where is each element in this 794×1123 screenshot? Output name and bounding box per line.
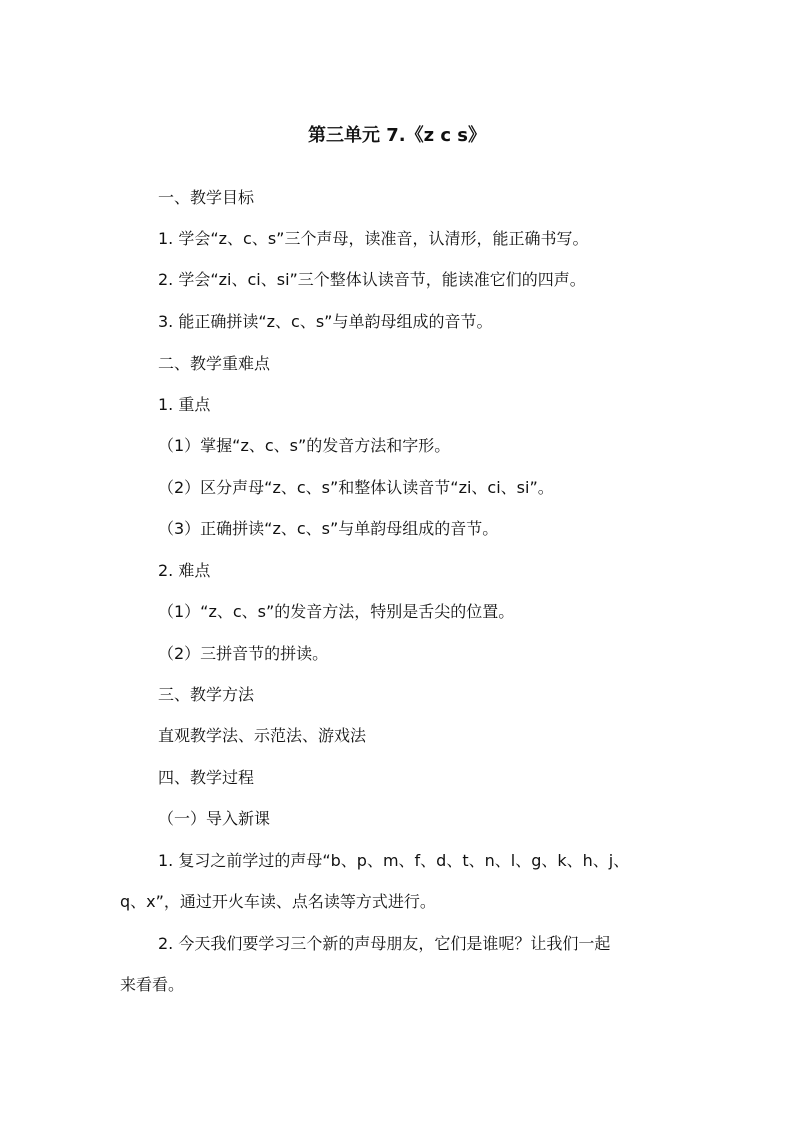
- process-paragraph-2-line-1: 2. 今天我们要学习三个新的声母朋友，它们是谁呢？让我们一起: [158, 934, 611, 953]
- process-subheading-intro: （一）导入新课: [158, 809, 271, 828]
- section-heading-process: 四、教学过程: [158, 768, 255, 787]
- key-point-2: （2）区分声母“z、c、s”和整体认读音节“zi、ci、si”。: [158, 478, 554, 497]
- objective-item-2: 2. 学会“zi、ci、si”三个整体认读音节，能读准它们的四声。: [158, 270, 586, 289]
- section-heading-objectives: 一、教学目标: [158, 188, 255, 207]
- subheading-key-points: 1. 重点: [158, 395, 211, 414]
- difficulty-1: （1）“z、c、s”的发音方法，特别是舌尖的位置。: [158, 602, 515, 621]
- process-paragraph-1-line-2: q、x”，通过开火车读、点名读等方式进行。: [120, 892, 436, 911]
- methods-body: 直观教学法、示范法、游戏法: [158, 726, 367, 745]
- difficulty-2: （2）三拼音节的拼读。: [158, 644, 329, 663]
- key-point-1: （1）掌握“z、c、s”的发音方法和字形。: [158, 436, 451, 455]
- key-point-3: （3）正确拼读“z、c、s”与单韵母组成的音节。: [158, 519, 499, 538]
- objective-item-3: 3. 能正确拼读“z、c、s”与单韵母组成的音节。: [158, 312, 493, 331]
- objective-item-1: 1. 学会“z、c、s”三个声母，读准音，认清形，能正确书写。: [158, 229, 589, 248]
- section-heading-methods: 三、教学方法: [158, 685, 255, 704]
- section-heading-key-points: 二、教学重难点: [158, 354, 271, 373]
- process-paragraph-1-line-1: 1. 复习之前学过的声母“b、p、m、f、d、t、n、l、g、k、h、j、: [158, 851, 630, 870]
- document-title: 第三单元 7.《z c s》: [307, 125, 487, 146]
- subheading-difficulties: 2. 难点: [158, 561, 211, 580]
- process-paragraph-2-line-2: 来看看。: [120, 975, 185, 994]
